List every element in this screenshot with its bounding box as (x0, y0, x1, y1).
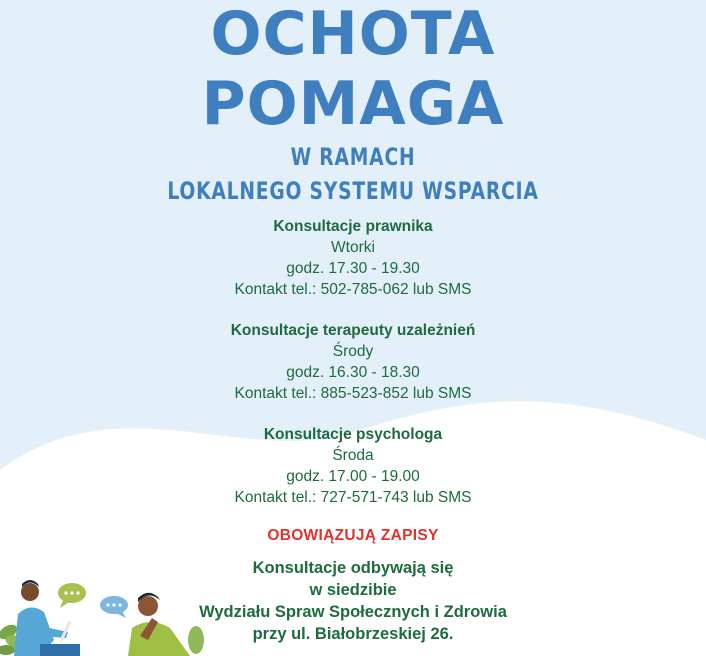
consultation-hours: godz. 16.30 - 18.30 (286, 364, 420, 381)
consultation-contact: Kontakt tel.: 727-571-743 lub SMS (234, 489, 472, 506)
consultation-lawyer (0, 216, 706, 300)
consultation-psychologist (0, 424, 706, 508)
consultation-heading: Konsultacje terapeuty uzależnień (230, 322, 476, 339)
consultation-day: Środy (332, 343, 374, 360)
people-talking-illustration (0, 570, 210, 656)
consultation-addiction-therapist (0, 320, 706, 404)
title-line-1: OCHOTA (210, 0, 496, 69)
location-line-2: w siedzibie (309, 581, 397, 599)
title-line-2: POMAGA (201, 69, 505, 139)
consultation-day: Wtorki (331, 239, 375, 256)
consultation-contact: Kontakt tel.: 885-523-852 lub SMS (234, 385, 472, 402)
consultation-contact: Kontakt tel.: 502-785-062 lub SMS (234, 281, 472, 298)
location-line-1: Konsultacje odbywają się (252, 559, 454, 577)
consultation-heading: Konsultacje prawnika (273, 218, 433, 235)
speech-bubble-icon (100, 596, 128, 618)
consultation-hours: godz. 17.30 - 19.30 (286, 260, 420, 277)
speech-bubble-icon (58, 583, 86, 608)
subtitle-line-1: W RAMACH (290, 143, 416, 171)
consultation-hours: godz. 17.00 - 19.00 (286, 468, 420, 485)
consultation-heading: Konsultacje psychologa (263, 426, 443, 443)
subtitle-line-2: LOKALNEGO SYSTEMU WSPARCIA (167, 177, 539, 205)
location-line-3: Wydziału Spraw Społecznych i Zdrowia (199, 603, 507, 621)
location-line-4: przy ul. Białobrzeskiej 26. (252, 625, 454, 643)
consultation-day: Środa (332, 447, 374, 464)
registration-notice: OBOWIĄZUJĄ ZAPISY (267, 527, 439, 544)
